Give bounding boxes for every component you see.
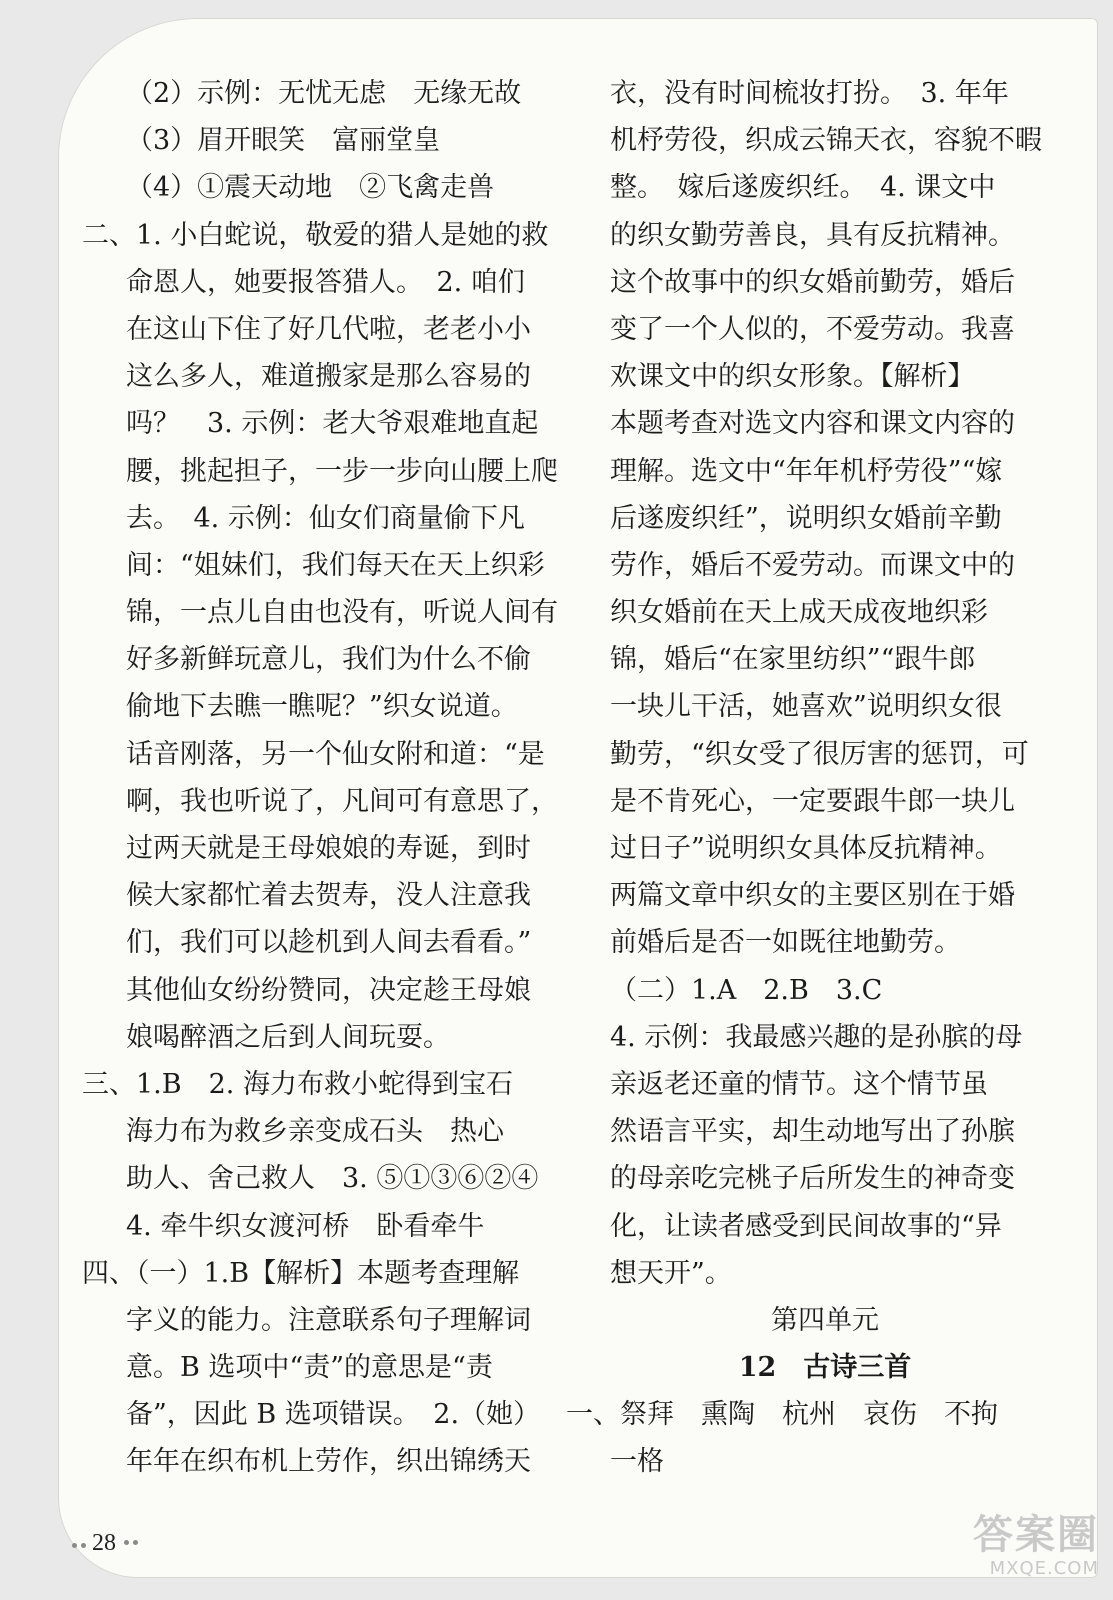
right-column — [566, 70, 1042, 1486]
text-line: 一、祭拜 熏陶 杭州 哀伤 不拘 — [566, 1399, 998, 1431]
text-line: 去。 4. 示例：仙女们商量偷下凡 — [126, 502, 525, 534]
text-line: 勤劳，“织女受了很厉害的惩罚，可 — [610, 738, 1029, 770]
text-line: 化，让读者感受到民间故事的“异 — [610, 1210, 1002, 1242]
text-line: 吗？ 3. 示例：老大爷艰难地直起 — [126, 408, 539, 440]
text-line: 然语言平实，却生动地写出了孙膑 — [610, 1116, 1015, 1148]
text-line: 前婚后是否一如既往地勤劳。 — [610, 927, 961, 959]
text-line: 年年在织布机上劳作，织出锦绣天 — [126, 1446, 531, 1478]
text-line: 们，我们可以趁机到人间去看看。” — [126, 927, 532, 959]
left-column — [82, 70, 558, 1486]
text-line: 锦，婚后“在家里纺织”“跟牛郎 — [610, 644, 976, 676]
decorative-dots-right — [124, 1540, 138, 1545]
text-line: 一块儿干活，她喜欢”说明织女很 — [610, 691, 1002, 723]
text-line: （4）①震天动地 ②飞禽走兽 — [126, 172, 495, 204]
text-line: 机杼劳役，织成云锦天衣，容貌不暇 — [610, 125, 1042, 157]
text-line: 这个故事中的织女婚前勤劳，婚后 — [610, 266, 1015, 298]
text-line: 三、1.B 2. 海力布救小蛇得到宝石 — [82, 1068, 513, 1100]
text-line: 其他仙女纷纷赞同，决定趁王母娘 — [126, 974, 531, 1006]
text-line: 欢课文中的织女形象。【解析】 — [610, 361, 975, 393]
text-line: 在这山下住了好几代啦，老老小小 — [126, 313, 531, 345]
text-line: 4. 牵牛织女渡河桥 卧看牵牛 — [126, 1210, 485, 1242]
text-line: 过两天就是王母娘娘的寿诞，到时 — [126, 833, 531, 864]
text-line: 过日子”说明织女具体反抗精神。 — [610, 833, 1002, 864]
text-line: 织女婚前在天上成天成夜地织彩 — [610, 597, 988, 629]
text-line: 二、1. 小白蛇说，敬爱的猎人是她的救 — [82, 219, 549, 251]
text-line: 备”，因此 B 选项错误。 2.（她） — [126, 1399, 541, 1431]
text-line: 本题考查对选文内容和课文内容的 — [610, 408, 1015, 440]
watermark-top: 答案圈 — [973, 1512, 1099, 1558]
text-line: 候大家都忙着去贺寿，没人注意我 — [126, 880, 531, 912]
text-line: 理解。选文中“年年机杼劳役”“嫁 — [610, 455, 1003, 487]
text-line: 两篇文章中织女的主要区别在于婚 — [610, 880, 1015, 912]
text-line: 这么多人，难道搬家是那么容易的 — [126, 361, 531, 393]
text-line: （3）眉开眼笑 富丽堂皇 — [126, 125, 441, 157]
watermark-logo — [929, 1512, 1099, 1592]
text-line: 好多新鲜玩意儿，我们为什么不偷 — [126, 644, 531, 676]
text-line: 的母亲吃完桃子后所发生的神奇变 — [610, 1163, 1015, 1195]
watermark-bottom: MXQE.COM — [989, 1558, 1099, 1579]
text-line: 助人、舍己救人 3. ⑤①③⑥②④ — [126, 1163, 539, 1195]
text-line: 腰，挑起担子，一步一步向山腰上爬 — [126, 455, 558, 487]
text-line: 想天开”。 — [610, 1257, 732, 1289]
text-line: 锦，一点儿自由也没有，听说人间有 — [126, 597, 558, 629]
text-line: 变了一个人似的，不爱劳动。我喜 — [610, 313, 1015, 345]
page-number: 28 — [92, 1530, 116, 1556]
text-line: 意。B 选项中“责”的意思是“责 — [126, 1352, 493, 1384]
text-line: 亲返老还童的情节。这个情节虽 — [610, 1068, 988, 1100]
text-line: 4. 示例：我最感兴趣的是孙膑的母 — [610, 1021, 1023, 1053]
text-line: 整。 嫁后遂废织纴。 4. 课文中 — [610, 172, 996, 204]
text-line: 命恩人，她要报答猎人。 2. 咱们 — [126, 266, 525, 298]
text-line: 是不肯死心，一定要跟牛郎一块儿 — [610, 785, 1015, 817]
text-line: 后遂废织纴”，说明织女婚前辛勤 — [610, 502, 1002, 534]
text-line: 话音刚落，另一个仙女附和道：“是 — [126, 738, 545, 770]
text-line: 字义的能力。注意联系句子理解词 — [126, 1304, 531, 1336]
text-line: 衣，没有时间梳妆打扮。 3. 年年 — [610, 78, 1009, 109]
text-line: 一格 — [610, 1446, 664, 1478]
unit-title: 第四单元 — [771, 1304, 879, 1336]
text-line: 劳作，婚后不爱劳动。而课文中的 — [610, 549, 1015, 581]
text-line: （二）1.A 2.B 3.C — [610, 974, 883, 1006]
text-line: （2）示例：无忧无虑 无缘无故 — [126, 78, 522, 109]
text-line: 啊，我也听说了，凡间可有意思了， — [126, 785, 558, 817]
text-line: 偷地下去瞧一瞧呢？”织女说道。 — [126, 691, 518, 723]
text-line: 的织女勤劳善良，具有反抗精神。 — [610, 219, 1015, 251]
text-line: 四、（一）1.B【解析】本题考查理解 — [82, 1257, 520, 1289]
text-line: 间：“姐妹们，我们每天在天上织彩 — [126, 549, 545, 581]
lesson-title: 12 古诗三首 — [738, 1352, 912, 1384]
text-line: 海力布为救乡亲变成石头 热心 — [126, 1116, 504, 1148]
text-line: 娘喝醉酒之后到人间玩耍。 — [126, 1021, 450, 1053]
